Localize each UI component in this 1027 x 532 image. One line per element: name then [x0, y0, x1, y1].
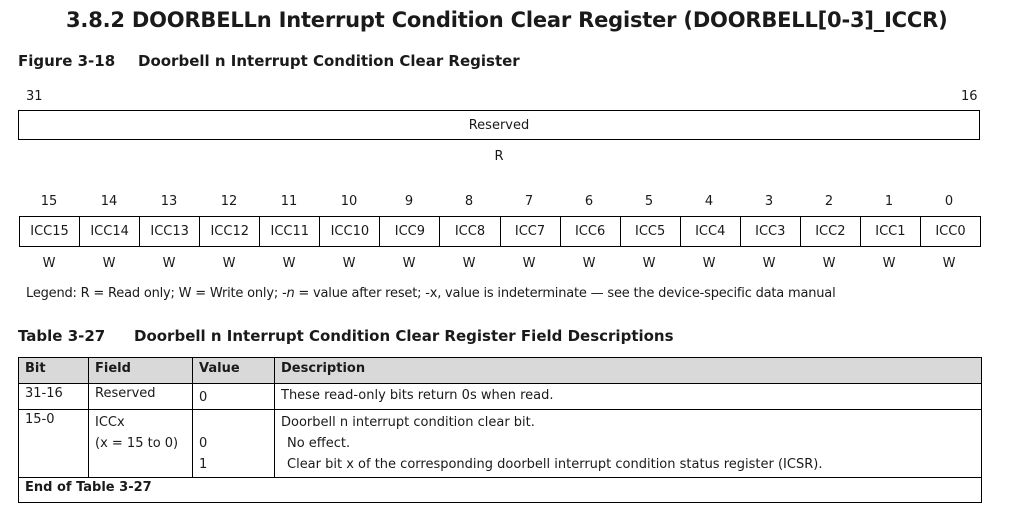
row-field-note: (x = 15 to 0)	[95, 436, 179, 451]
figure-number: Figure 3-18	[18, 52, 116, 70]
bit-field-cell: ICC2	[801, 217, 861, 246]
row-description	[275, 410, 982, 478]
bit-access: W	[402, 256, 416, 271]
bit-field-cell: ICC6	[561, 217, 621, 246]
bit-number: 15	[40, 194, 58, 209]
table-caption	[18, 327, 674, 345]
legend-text-end: = value after reset; -x, value is indeterminate — see the device-specific data manual	[294, 286, 836, 301]
table-end-row	[19, 478, 982, 503]
bit-access: W	[762, 256, 776, 271]
bit-field-cell: ICC4	[681, 217, 741, 246]
figure-caption	[18, 52, 520, 70]
table-row	[19, 384, 982, 410]
section-title	[66, 8, 947, 32]
bit-access: W	[822, 256, 836, 271]
bit-access: W	[222, 256, 236, 271]
bit-number: 8	[464, 194, 474, 209]
bit-field-cell: ICC0	[935, 224, 966, 239]
bit-number: 10	[340, 194, 358, 209]
upper-msb-label: 31	[26, 89, 43, 104]
bit-access: W	[882, 256, 896, 271]
bit-access: W	[942, 256, 956, 271]
row-value: 0	[199, 436, 208, 451]
bit-access: W	[642, 256, 656, 271]
bit-number: 4	[704, 194, 714, 209]
value-description: Clear bit x of the corresponding doorbell interrupt condition status register (ICSR).	[287, 457, 823, 472]
field-description-table	[18, 357, 982, 503]
bit-number: 5	[644, 194, 654, 209]
bit-number: 6	[584, 194, 594, 209]
legend-text: Legend: R = Read only; W = Write only;	[26, 286, 282, 301]
row-field	[89, 410, 193, 478]
bit-access: W	[42, 256, 56, 271]
bit-number: 7	[524, 194, 534, 209]
bit-field-cell: ICC8	[440, 217, 500, 246]
figure-title: Doorbell n Interrupt Condition Clear Register	[138, 52, 520, 70]
bit-number: 14	[100, 194, 118, 209]
bit-field-cell: ICC11	[260, 217, 320, 246]
lower-bit-numbers	[19, 194, 981, 209]
table-number: Table 3-27	[18, 327, 106, 345]
upper-register-access: R	[494, 149, 504, 164]
lower-register-fields	[19, 216, 981, 247]
bit-access: W	[162, 256, 176, 271]
bit-number: 11	[280, 194, 298, 209]
row-bit: 15-0	[19, 410, 89, 478]
bit-number: 1	[884, 194, 894, 209]
table-title: Doorbell n Interrupt Condition Clear Register Field Descriptions	[134, 327, 674, 345]
register-legend	[26, 286, 835, 301]
bit-access: W	[582, 256, 596, 271]
bit-field-cell: ICC15	[20, 217, 80, 246]
bit-number: 0	[944, 194, 954, 209]
bit-field-cell: ICC1	[861, 217, 921, 246]
row-values	[193, 410, 275, 478]
bit-field-cell: ICC9	[380, 217, 440, 246]
row-bit: 31-16	[19, 384, 89, 410]
bit-number: 2	[824, 194, 834, 209]
bit-field-cell: ICC10	[320, 217, 380, 246]
row-value: 0	[193, 384, 275, 410]
bit-access: W	[522, 256, 536, 271]
bit-access: W	[282, 256, 296, 271]
bit-field-cell: ICC12	[200, 217, 260, 246]
row-value: 1	[199, 457, 208, 472]
header-description: Description	[275, 358, 982, 384]
lower-bit-access	[19, 256, 981, 271]
bit-access: W	[702, 256, 716, 271]
bit-field-cell: ICC7	[501, 217, 561, 246]
upper-register-field	[18, 110, 980, 140]
row-field-name: ICCx	[95, 415, 125, 430]
bit-field-cell: ICC14	[80, 217, 140, 246]
value-description: No effect.	[287, 436, 351, 451]
bit-field-cell: ICC5	[621, 217, 681, 246]
header-bit: Bit	[19, 358, 89, 384]
table-end-label: End of Table 3-27	[19, 478, 982, 503]
bit-access: W	[102, 256, 116, 271]
bit-access: W	[342, 256, 356, 271]
bit-number: 9	[404, 194, 414, 209]
table-row	[19, 410, 982, 478]
table-header-row	[19, 358, 982, 384]
section-number: 3.8.2	[66, 8, 125, 32]
bit-field-cell: ICC13	[140, 217, 200, 246]
header-field: Field	[89, 358, 193, 384]
bit-access: W	[462, 256, 476, 271]
legend-reset-symbol: -n	[281, 286, 295, 301]
row-description-main: Doorbell n interrupt condition clear bit.	[281, 415, 535, 430]
row-description: These read-only bits return 0s when read.	[275, 384, 982, 410]
section-heading: DOORBELLn Interrupt Condition Clear Register (DOORBELL[0-3]_ICCR)	[131, 8, 948, 32]
header-value: Value	[193, 358, 275, 384]
bit-number: 12	[220, 194, 238, 209]
upper-lsb-label: 16	[961, 89, 978, 104]
bit-number: 3	[764, 194, 774, 209]
row-field: Reserved	[89, 384, 193, 410]
upper-field-name: Reserved	[468, 117, 530, 133]
bit-field-cell: ICC3	[741, 217, 801, 246]
bit-number: 13	[160, 194, 178, 209]
